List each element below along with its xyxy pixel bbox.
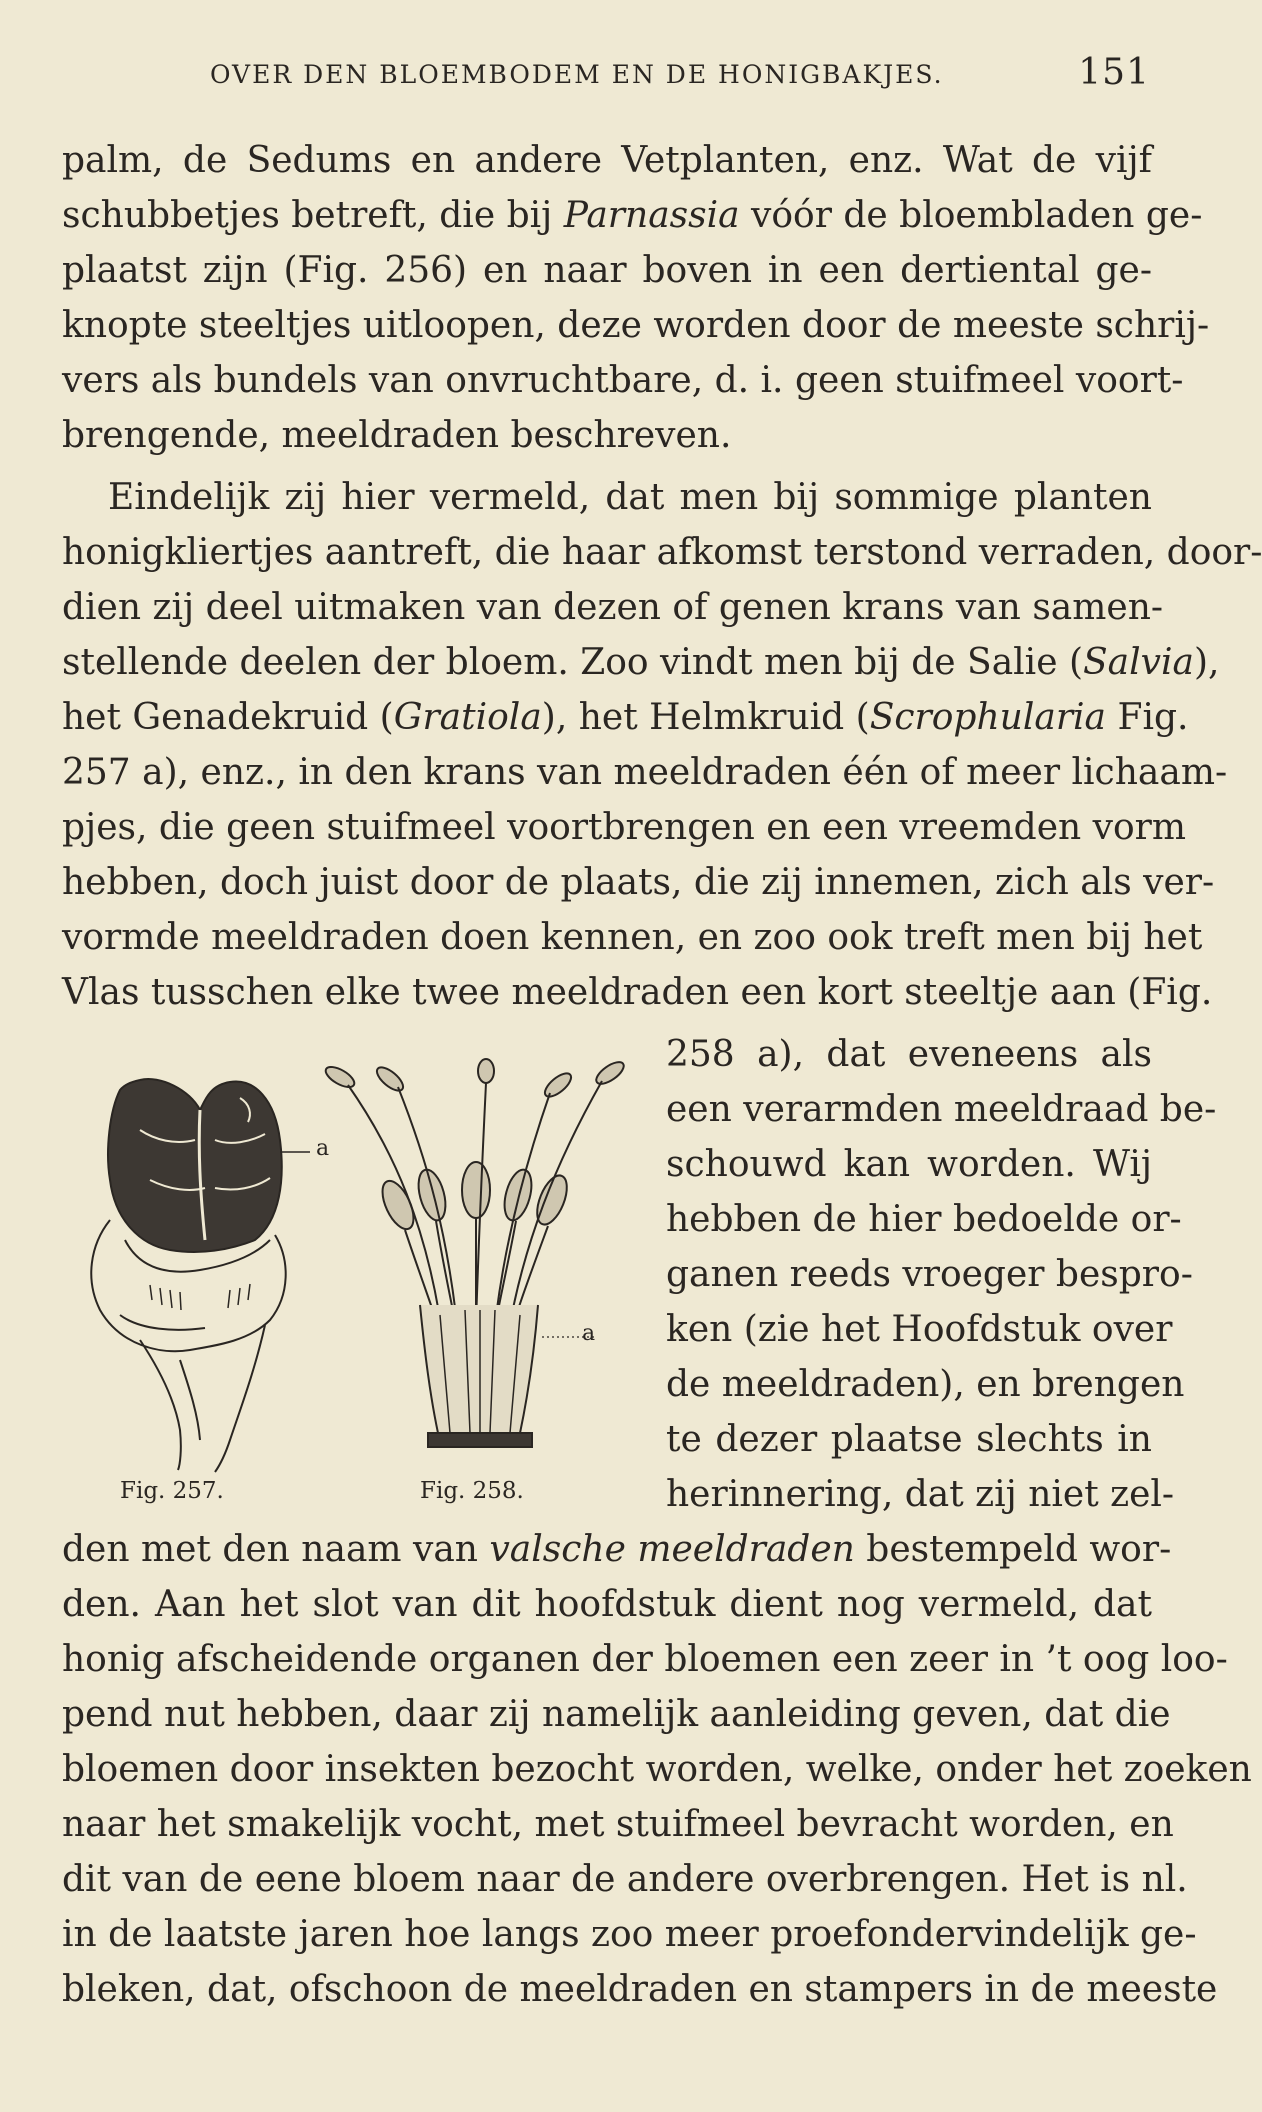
fig258-label-a: a xyxy=(582,1321,596,1346)
text-line: bloemen door insekten bezocht worden, welke, onder het zoeken xyxy=(62,1749,1252,1790)
figure-257-drawing xyxy=(80,1070,340,1480)
text-line: het Genadekruid (Gratiola), het Helmkruid (Scrophularia Fig. xyxy=(62,697,1189,738)
text-line: pend nut hebben, daar zij namelijk aanleiding geven, dat die xyxy=(62,1694,1171,1735)
text-line: ganen reeds vroeger bespro- xyxy=(666,1254,1193,1295)
fig257-caption: Fig. 257. xyxy=(120,1478,224,1504)
text-line: dit van de eene bloem naar de andere overbrengen. Het is nl. xyxy=(62,1859,1188,1900)
text-line: Eindelijk zij hier vermeld, dat men bij sommige planten xyxy=(108,477,1152,518)
text-line: knopte steeltjes uitloopen, deze worden door de meeste schrij- xyxy=(62,305,1210,346)
fig257-label-a: a xyxy=(316,1136,330,1161)
text-line: schubbetjes betreft, die bij Parnassia vóór de bloembladen ge- xyxy=(62,195,1203,236)
text-line: palm, de Sedums en andere Vetplanten, enz. Wat de vijf xyxy=(62,140,1152,181)
text-line: honig afscheidende organen der bloemen een zeer in ’t oog loo- xyxy=(62,1639,1228,1680)
text-line: ken (zie het Hoofdstuk over xyxy=(666,1309,1173,1350)
text-line: Vlas tusschen elke twee meeldraden een kort steeltje aan (Fig. xyxy=(62,972,1213,1013)
text-line: een verarmden meeldraad be- xyxy=(666,1089,1217,1130)
text-line: 257 a), enz., in den krans van meeldraden één of meer lichaam- xyxy=(62,752,1228,793)
text-line: naar het smakelijk vocht, met stuifmeel bevracht worden, en xyxy=(62,1804,1174,1845)
text-line: 258 a), dat eveneens als xyxy=(666,1034,1152,1075)
text-line: te dezer plaatse slechts in xyxy=(666,1419,1152,1460)
text-line: bleken, dat, ofschoon de meeldraden en stampers in de meeste xyxy=(62,1969,1218,2010)
text-line: den met den naam van valsche meeldraden bestempeld wor- xyxy=(62,1529,1172,1570)
text-line: herinnering, dat zij niet zel- xyxy=(666,1474,1175,1515)
text-line: den. Aan het slot van dit hoofdstuk dient nog vermeld, dat xyxy=(62,1584,1152,1625)
text-line: in de laatste jaren hoe langs zoo meer proefondervindelijk ge- xyxy=(62,1914,1197,1955)
text-line: vormde meeldraden doen kennen, en zoo ook treft men bij het xyxy=(62,917,1203,958)
text-line: brengende, meeldraden beschreven. xyxy=(62,415,732,456)
text-line: honigkliertjes aantreft, die haar afkomst terstond verraden, door- xyxy=(62,532,1262,573)
figure-257 xyxy=(80,1070,340,1504)
text-line: plaatst zijn (Fig. 256) en naar boven in een dertiental ge- xyxy=(62,250,1152,291)
text-line: pjes, die geen stuifmeel voortbrengen en een vreemden vorm xyxy=(62,807,1187,848)
text-line: vers als bundels van onvruchtbare, d. i. geen stuifmeel voort- xyxy=(62,360,1184,401)
page-number: 151 xyxy=(1078,52,1150,93)
figure-258-drawing xyxy=(320,1055,640,1475)
page-header xyxy=(210,52,1150,102)
fig258-caption: Fig. 258. xyxy=(420,1478,524,1504)
text-line: dien zij deel uitmaken van dezen of genen krans van samen- xyxy=(62,587,1164,628)
text-line: hebben, doch juist door de plaats, die zij innemen, zich als ver- xyxy=(62,862,1215,903)
text-line: schouwd kan worden. Wij xyxy=(666,1144,1152,1185)
text-line: de meeldraden), en brengen xyxy=(666,1364,1185,1405)
text-line: hebben de hier bedoelde or- xyxy=(666,1199,1182,1240)
text-line: stellende deelen der bloem. Zoo vindt men bij de Salie (Salvia), xyxy=(62,642,1220,683)
running-title: OVER DEN BLOEMBODEM EN DE HONIGBAKJES. xyxy=(210,60,944,89)
figure-258 xyxy=(320,1055,640,1504)
